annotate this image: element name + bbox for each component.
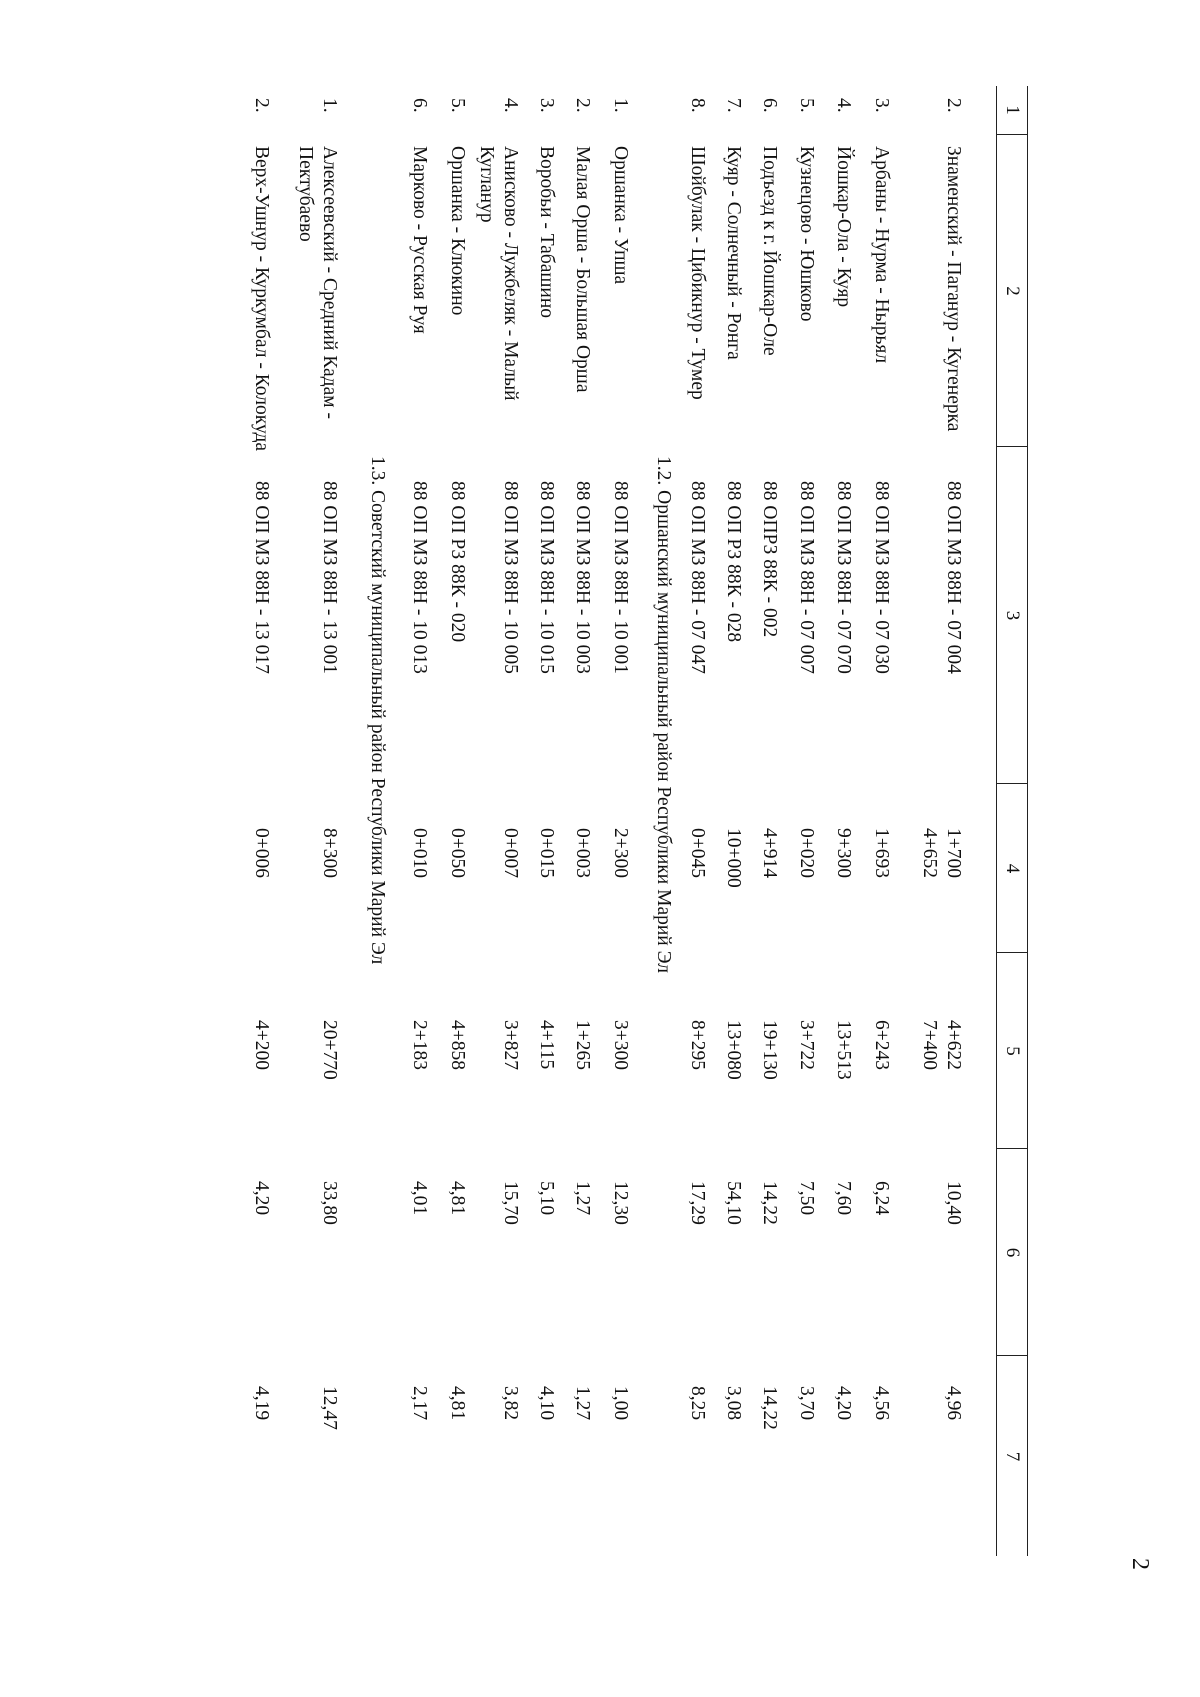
cell-no: 8. [687,98,708,113]
cell-no: 2. [572,98,593,113]
cell-length: 33,80 [319,1181,340,1225]
cell-no: 3. [536,98,557,113]
cell-start: 1+693 [871,828,892,878]
cell-no: 4. [833,98,854,113]
header-col-4: 4 [997,783,1027,953]
cell-length: 17,29 [687,1181,708,1225]
cell-value: 8,25 [687,1386,708,1421]
cell-no: 1. [610,98,631,113]
header-col-7: 7 [997,1355,1027,1557]
cell-start: 4+914 [759,828,780,878]
header-col-1: 1 [1002,105,1023,115]
cell-end: 2+183 [409,1020,430,1070]
cell-name: Шойбулак - Цибикнур - Тумер [687,146,708,400]
cell-no: 4. [500,98,521,113]
cell-start: 2+300 [610,828,631,878]
cell-value: 14,22 [759,1386,780,1430]
cell-length: 4,01 [409,1181,430,1216]
cell-value: 3,08 [723,1386,744,1421]
cell-code: 88 ОП МЗ 88Н - 13 017 [251,481,272,674]
cell-no: 5. [796,98,817,113]
cell-start: 8+300 [319,828,340,878]
cell-value: 2,17 [409,1386,430,1421]
cell-start: 1+700 4+652 [919,828,964,878]
cell-end: 8+295 [687,1020,708,1070]
cell-name: Йошкар-Ола - Куяр [833,146,854,308]
cell-start: 0+050 [447,828,468,878]
cell-no: 2. [943,98,964,113]
cell-no: 6. [759,98,780,113]
cell-name: Анисково - Лужбеляк - Малый Кугланур [476,146,521,401]
cell-code: 88 ОП РЗ 88К - 020 [447,481,468,643]
cell-name: Подъезд к г. Йошкар-Оле [759,146,780,356]
cell-name: Куяр - Солнечный - Ронга [723,146,744,360]
cell-end: 3+722 [796,1020,817,1070]
cell-name: Верх-Ушнур - Куркумбал - Колокуда [251,146,272,452]
cell-value: 4,81 [447,1386,468,1421]
cell-end: 19+130 [759,1020,780,1080]
cell-code: 88 ОП МЗ 88Н - 07 030 [871,481,892,674]
cell-code: 88 ОП РЗ 88К - 028 [723,481,744,643]
header-col-5: 5 [997,952,1027,1149]
rotated-table-page [108,86,1153,1570]
cell-name: Алексеевский - Средний Кадам - Пектубаево [295,146,340,419]
cell-name: Воробьи - Табашино [536,146,557,319]
cell-length: 7,50 [796,1181,817,1216]
cell-length: 14,22 [759,1181,780,1225]
cell-code: 88 ОП МЗ 88Н - 10 005 [500,481,521,674]
cell-value: 4,96 [943,1386,964,1421]
cell-name: Марково - Русская Руя [409,146,430,334]
cell-name: Оршанка - Упша [610,146,631,285]
cell-start: 9+300 [833,828,854,878]
cell-name: Арбаны - Нурма - Нырьял [871,146,892,364]
header-col-2: 2 [997,134,1027,447]
cell-length: 1,27 [572,1181,593,1216]
cell-start: 0+015 [536,828,557,878]
cell-length: 15,70 [500,1181,521,1225]
cell-length: 7,60 [833,1181,854,1216]
cell-code: 88 ОП МЗ 88Н - 13 001 [319,481,340,674]
cell-value: 4,10 [536,1386,557,1421]
cell-value: 4,19 [251,1386,272,1421]
cell-length: 5,10 [536,1181,557,1216]
cell-value: 1,27 [572,1386,593,1421]
cell-end: 3+827 [500,1020,521,1070]
cell-end: 4+622 7+400 [919,1020,964,1070]
cell-code: 88 ОПРЗ 88К - 002 [759,481,780,638]
cell-start: 10+000 [723,828,744,888]
cell-code: 88 ОП МЗ 88Н - 07 047 [687,481,708,674]
page-number: 2 [1127,1558,1153,1570]
cell-value: 3,82 [500,1386,521,1421]
cell-no: 1. [319,98,340,113]
cell-value: 12,47 [319,1386,340,1430]
cell-end: 1+265 [572,1020,593,1070]
cell-no: 5. [447,98,468,113]
cell-name: Кузнецово - Юшково [796,146,817,322]
cell-value: 1,00 [610,1386,631,1421]
cell-name: Оршанка - Клюкино [447,146,468,316]
cell-start: 0+045 [687,828,708,878]
cell-value: 4,56 [871,1386,892,1421]
table-header [996,86,1028,1556]
cell-name: Знаменский - Паганур - Кугенерка [943,146,964,432]
section-heading: 1.2. Оршанский муниципальный район Республики Марий Эл [653,456,674,973]
cell-end: 4+858 [447,1020,468,1070]
cell-end: 20+770 [319,1020,340,1080]
cell-code: 88 ОП МЗ 88Н - 10 015 [536,481,557,674]
header-col-6: 6 [997,1148,1027,1356]
cell-end: 6+243 [871,1020,892,1070]
cell-length: 4,20 [251,1181,272,1216]
cell-start: 0+003 [572,828,593,878]
cell-end: 13+513 [833,1020,854,1080]
cell-end: 3+300 [610,1020,631,1070]
cell-code: 88 ОП МЗ 88Н - 07 004 [943,481,964,674]
cell-start: 0+020 [796,828,817,878]
cell-code: 88 ОП МЗ 88Н - 07 007 [796,481,817,674]
cell-code: 88 ОП МЗ 88Н - 10 001 [610,481,631,674]
cell-code: 88 ОП МЗ 88Н - 10 013 [409,481,430,674]
cell-length: 6,24 [871,1181,892,1216]
section-heading: 1.3. Советский муниципальный район Республики Марий Эл [367,456,388,965]
cell-end: 4+115 [536,1020,557,1070]
cell-no: 7. [723,98,744,113]
cell-length: 12,30 [610,1181,631,1225]
cell-length: 54,10 [723,1181,744,1225]
cell-end: 13+080 [723,1020,744,1080]
cell-end: 4+200 [251,1020,272,1070]
cell-start: 0+006 [251,828,272,878]
cell-length: 4,81 [447,1181,468,1216]
cell-no: 2. [251,98,272,113]
cell-length: 10,40 [943,1181,964,1225]
cell-name: Малая Орша - Большая Орша [572,146,593,393]
cell-value: 4,20 [833,1386,854,1421]
cell-no: 3. [871,98,892,113]
cell-no: 6. [409,98,430,113]
header-col-3: 3 [997,446,1027,784]
cell-start: 0+007 [500,828,521,878]
cell-value: 3,70 [796,1386,817,1421]
cell-code: 88 ОП МЗ 88Н - 07 070 [833,481,854,674]
cell-start: 0+010 [409,828,430,878]
cell-code: 88 ОП МЗ 88Н - 10 003 [572,481,593,674]
